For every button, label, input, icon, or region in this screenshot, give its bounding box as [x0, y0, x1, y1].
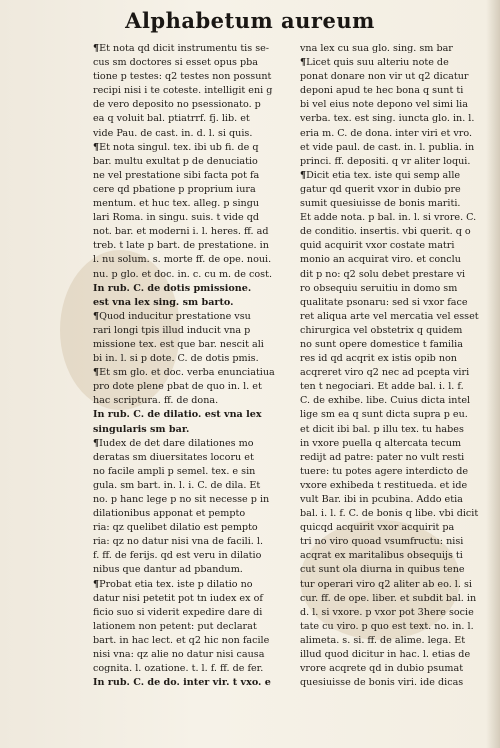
left-column-text-line: ficio suo si viderit expedire dare di — [93, 606, 263, 618]
left-column-text-line: bi in. l. si p dote. C. de dotis pmis. — [93, 353, 259, 365]
left-column-text-line: ¶ Quod inducitur prestatione vsu — [93, 310, 297, 324]
left-column-rubric-heading: In rub. C. de do. inter vir. t vxo. e — [93, 677, 271, 689]
left-column-text-line: ria: qz quelibet dilatio est pempto — [93, 522, 258, 534]
left-column-text-line: not. bar. et moderni i. l. heres. ff. ad — [93, 226, 269, 238]
right-column-text-line: dit p no: q2 solu debet prestare vi — [300, 268, 466, 280]
right-column-text-line: quesiuisse de bonis viri. ide dicas — [300, 677, 464, 689]
left-column-rubric-heading: In rub. C. de dotis pmissione. — [93, 282, 252, 294]
right-column-text-line: de conditio. insertis. vbi querit. q o — [300, 226, 471, 238]
right-column-text-line: sumit quesiuisse de bonis mariti. — [300, 198, 461, 210]
right-column-text-line: princi. ff. depositi. q vr aliter loqui. — [300, 155, 471, 167]
right-column-text-line: res id qd acqrit ex istis opib non — [300, 353, 457, 365]
right-column-text-line: ro obsequiu seruitiu in domo sm — [300, 282, 458, 294]
left-column-text-line: cognita. l. ozatione. t. l. f. ff. de fer. — [93, 663, 264, 675]
left-column-text-line: l. nu solum. s. morte ff. de ope. noui. — [93, 254, 272, 266]
right-column-text-line: et vide paul. de cast. in. l. publia. in — [300, 141, 475, 153]
left-column-text-line: missione tex. est que bar. nescit ali — [93, 338, 264, 350]
right-column-text-line: Et adde nota. p bal. in. l. si vrore. C. — [300, 212, 477, 224]
right-column-text-line: qualitate psonaru: sed si vxor face — [300, 296, 468, 308]
right-column-text-line: C. de exhibe. libe. Cuius dicta intel — [300, 395, 471, 407]
left-column-text-line: lari Roma. in singu. suis. t vide qd — [93, 212, 260, 224]
left-column-text-line: nibus que dantur ad pbandum. — [93, 564, 243, 576]
right-column-text-line: illud quod dicitur in hac. l. etias de — [300, 649, 471, 661]
right-column-text-line: bi vel eius note depono vel simi lia — [300, 99, 468, 111]
running-header: Alphabetum aureum — [125, 8, 375, 33]
left-column-text-line: deratas sm diuersitates locoru et — [93, 451, 254, 463]
right-column-text-line: tur operari viro q2 aliter ab eo. l. si — [300, 578, 472, 590]
left-column-text-line: ¶ Probat etia tex. iste p dilatio no — [93, 578, 297, 592]
left-column-text-line: tione p testes: q2 testes non possunt — [93, 71, 272, 83]
left-column-text-line: ne vel prestatione sibi facta pot fa — [93, 169, 260, 181]
left-column-text-line: nu. p glo. et doc. in. c. cu m. de cost. — [93, 268, 272, 280]
left-column-text-line: bar. multu exultat p de denuciatio — [93, 155, 258, 167]
right-column-text-line: alimeta. s. si. ff. de alime. lega. Et — [300, 634, 466, 646]
left-column-text-line: ¶ Iudex de det dare dilationes mo — [93, 437, 297, 451]
right-column-text-line: gatur qd querit vxor in dubio pre — [300, 183, 461, 195]
left-text-column — [93, 42, 297, 690]
right-column-text-line: tri no viro quoad vsumfructu: nisi — [300, 536, 464, 548]
right-column-text-line: vna lex cu sua glo. sing. sm bar — [300, 43, 453, 54]
left-column-text-line: rari longi tpis illud inducit vna p — [93, 324, 251, 336]
left-column-text-line: ¶ Et nota singul. tex. ibi ub fi. de q — [93, 141, 297, 155]
right-column-text-line: acqreret viro q2 nec ad pcepta viri — [300, 367, 470, 379]
right-column-text-line: vult Bar. ibi in pcubina. Addo etia — [300, 494, 463, 505]
right-column-text-line: cut sunt ola diurna in quibus tene — [300, 564, 465, 576]
left-column-text-line: datur nisi petetit pot tn iudex ex of — [93, 592, 263, 604]
right-column-text-line: ten t negociari. Et adde bal. i. l. f. — [300, 381, 464, 393]
right-column-text-line: ¶ Licet quis suu alteriu note de — [300, 56, 500, 70]
right-column-text-line: eria m. C. de dona. inter viri et vro. — [300, 127, 473, 139]
right-column-text-line: ponat donare non vir ut q2 dicatur — [300, 71, 469, 83]
right-column-text-line: vxore exhibeda t restitueda. et ide — [300, 479, 468, 491]
left-column-text-line: ria: qz no datur nisi vna de facili. l. — [93, 536, 264, 548]
right-column-text-line: in vxore puella q altercata tecum — [300, 437, 462, 449]
left-column-text-line: bart. in hac lect. et q2 hic non facile — [93, 634, 270, 646]
right-column-text-line: vrore acqrete qd in dubio psumat — [300, 663, 464, 675]
left-column-text-line: ea q voluit bal. ptiatrrf. fj. lib. et — [93, 113, 250, 125]
left-column-text-line: f. ff. de ferijs. qd est veru in dilatio — [93, 550, 262, 562]
left-column-text-line: gula. sm bart. in. l. i. C. de dila. Et — [93, 479, 261, 491]
right-column-text-line: deponi apud te hec bona q sunt ti — [300, 85, 464, 97]
right-column-text-line: verba. tex. est sing. iuncta glo. in. l. — [300, 113, 475, 125]
left-column-text-line: lationem non petent: put declarat — [93, 620, 257, 632]
right-column-text-line: tate cu viro. p quo est text. no. in. l. — [300, 620, 474, 632]
left-column-text-line: de vero deposito no psessionato. p — [93, 99, 261, 111]
left-column-text-line: no. p hanc lege p no sit necesse p in — [93, 494, 270, 505]
right-column-text-line: acqrat ex maritalibus obsequijs ti — [300, 550, 463, 562]
right-column-text-line: tuere: tu potes agere interdicto de — [300, 465, 469, 477]
right-column-text-line: redijt ad patre: pater no vult resti — [300, 451, 465, 463]
right-column-text-line: d. l. si vxore. p vxor pot 3here socie — [300, 606, 474, 618]
right-column-text-line: no sunt opere domestice t familia — [300, 338, 463, 350]
left-column-text-line: nisi vna: qz alie no datur nisi causa — [93, 649, 265, 661]
right-column-text-line: lige sm ea q sunt dicta supra p eu. — [300, 409, 468, 421]
left-column-text-line: hac scriptura. ff. de dona. — [93, 395, 219, 407]
left-column-text-line: cus sm doctores si esset opus pba — [93, 57, 258, 69]
left-column-text-line: pro dote plene pbat de quo in. l. et — [93, 381, 262, 393]
left-column-rubric-heading: In rub. C. de dilatio. est vna lex — [93, 409, 262, 421]
left-column-rubric-heading: singularis sm bar. — [93, 423, 190, 435]
left-column-text-line: vide Pau. de cast. in. d. l. si quis. — [93, 127, 253, 139]
left-column-text-line: no facile ampli p semel. tex. e sin — [93, 465, 256, 477]
right-column-text-line: et dicit ibi bal. p illu tex. tu habes — [300, 423, 464, 435]
left-column-rubric-heading: est vna lex sing. sm barto. — [93, 296, 234, 308]
right-column-text-line: quid acquirit vxor costate matri — [300, 240, 455, 252]
left-column-text-line: ¶ Et sm glo. et doc. verba enunciatiua — [93, 366, 297, 380]
left-column-text-line: cere qd pbatione p proprium iura — [93, 183, 256, 195]
left-column-text-line: dilationibus apponat et pempto — [93, 508, 246, 520]
right-column-text-line: chirurgica vel obstetrix q quidem — [300, 324, 463, 336]
left-column-text-line: mentum. et huc tex. alleg. p singu — [93, 198, 260, 210]
right-text-column — [300, 42, 500, 690]
right-column-text-line: quicqd acquirit vxor acquirit pa — [300, 522, 455, 534]
right-column-text-line: monio an acquirat viro. et conclu — [300, 254, 461, 266]
right-column-text-line: ¶ Dicit etia tex. iste qui semp alle — [300, 169, 500, 183]
right-column-text-line: bal. i. l. f. C. de bonis q libe. vbi dicit — [300, 508, 479, 520]
right-column-text-line: cur. ff. de ope. liber. et subdit bal. in — [300, 592, 477, 604]
left-column-text-line: treb. t late p bart. de prestatione. in — [93, 240, 269, 252]
left-column-text-line: ¶ Et nota qd dicit instrumentu tis se- — [93, 42, 297, 56]
left-column-text-line: recipi nisi i te coteste. intelligit eni g — [93, 85, 273, 97]
right-column-text-line: ret aliqua arte vel mercatia vel esset — [300, 310, 479, 322]
